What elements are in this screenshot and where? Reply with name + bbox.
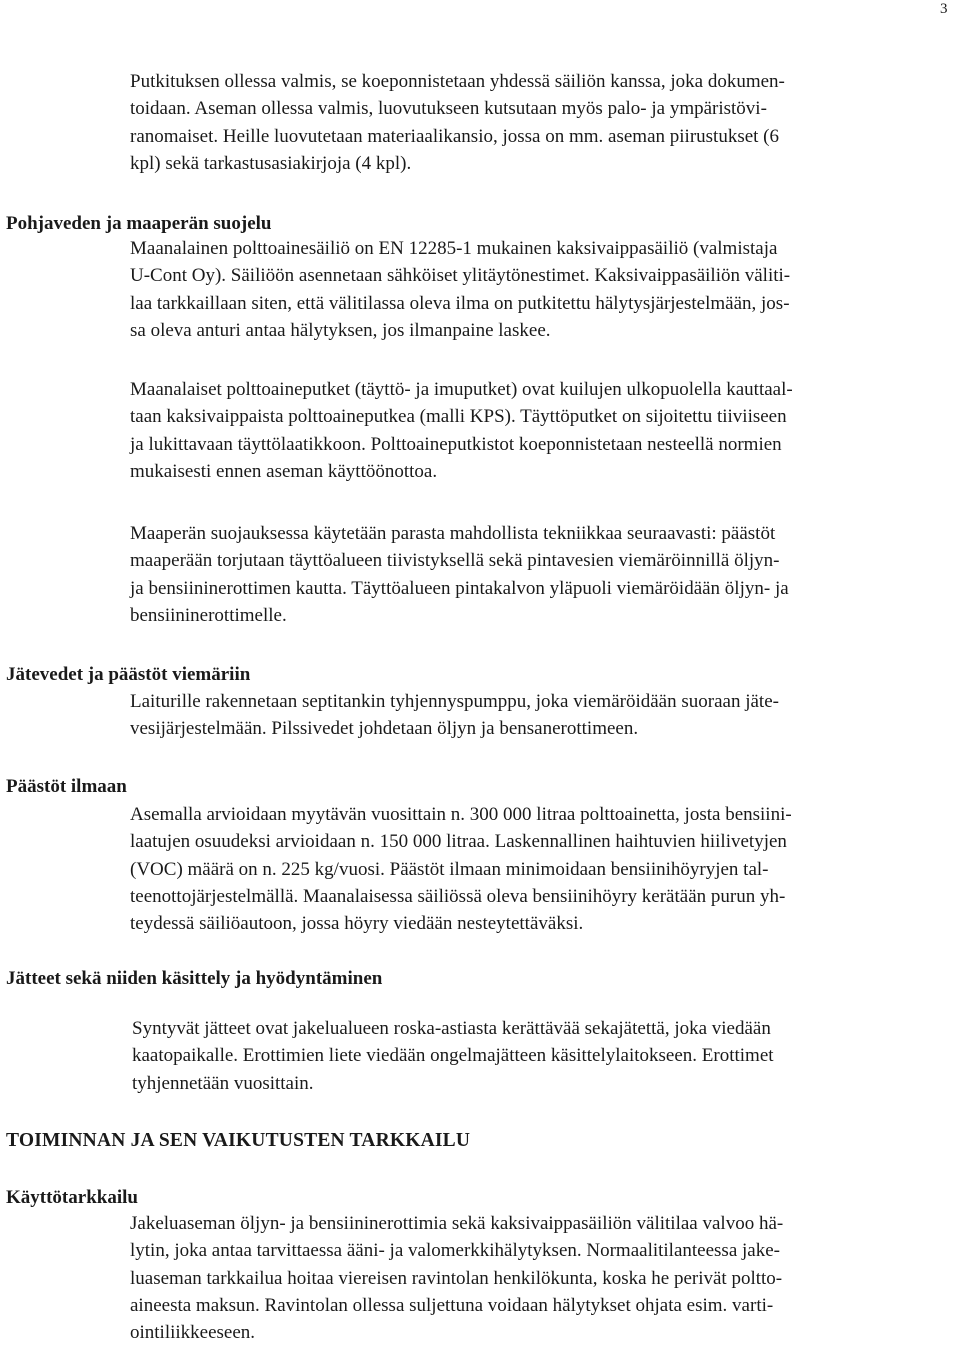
groundwater-paragraph-1 bbox=[130, 235, 790, 344]
text-line: teydessä säiliöautoon, jossa höyry viedään nesteytettäväksi. bbox=[130, 913, 584, 935]
text-line: kpl) sekä tarkastusasiakirjoja (4 kpl). bbox=[130, 152, 412, 174]
text-line: ja bensiininerottimen kautta. Täyttöalueen pintakalvon yläpuoli viemäröidään öljyn- ja bbox=[130, 577, 789, 599]
wastewater-heading: Jätevedet ja päästöt viemäriin bbox=[6, 664, 251, 685]
text-line: taan kaksivaippaista polttoaineputkea (malli KPS). Täyttöputket on sijoitettu tiiviiseen bbox=[130, 406, 787, 428]
text-line: laatujen osuudeksi arvioidaan n. 150 000 litraa. Laskennallinen haihtuvien hiilivetyjen bbox=[130, 831, 787, 853]
operation-heading: Käyttötarkkailu bbox=[6, 1187, 138, 1208]
text-line: Syntyvät jätteet ovat jakelualueen roska-astiasta kerättävää sekajätettä, joka viedään bbox=[132, 1018, 771, 1039]
text-line: toidaan. Aseman ollessa valmis, luovutukseen kutsutaan myös palo- ja ympäristövi- bbox=[130, 98, 767, 120]
text-line: Asemalla arvioidaan myytävän vuosittain n. 300 000 litraa polttoainetta, josta bensiini- bbox=[130, 804, 792, 825]
groundwater-paragraph-3 bbox=[130, 520, 789, 629]
text-line: tyhjennetään vuosittain. bbox=[132, 1072, 314, 1094]
operation-paragraph bbox=[130, 1210, 783, 1346]
text-line: sa oleva anturi antaa hälytyksen, jos ilmanpaine laskee. bbox=[130, 319, 551, 341]
text-line: luaseman tarkkailua hoitaa viereisen ravintolan henkilökunta, koska he perivät poltto- bbox=[130, 1267, 783, 1289]
text-line: Putkituksen ollessa valmis, se koeponnistetaan yhdessä säiliön kanssa, joka dokumen- bbox=[130, 71, 785, 92]
text-line: ranomaiset. Heille luovutetaan materiaalikansio, jossa on mm. aseman piirustukset (6 bbox=[130, 125, 779, 147]
monitoring-section-heading: TOIMINNAN JA SEN VAIKUTUSTEN TARKKAILU bbox=[6, 1130, 471, 1151]
text-line: teenottojärjestelmällä. Maanalaisessa säiliössä oleva bensiinihöyry kerätään purun yh- bbox=[130, 885, 786, 907]
text-line: Maanalaiset polttoaineputket (täyttö- ja imuputket) ovat kuilujen ulkopuolella kauttaal- bbox=[130, 379, 793, 400]
waste-paragraph bbox=[132, 1015, 774, 1097]
air-paragraph bbox=[130, 801, 792, 937]
text-line: Jakeluaseman öljyn- ja bensiininerottimia sekä kaksivaippasäiliön välitilaa valvoo hä- bbox=[130, 1213, 784, 1234]
text-line: U-Cont Oy). Säiliöön asennetaan sähköiset ylitäytönestimet. Kaksivaippasäiliön väliti- bbox=[130, 265, 791, 287]
groundwater-heading: Pohjaveden ja maaperän suojelu bbox=[6, 213, 272, 234]
text-line: kaatopaikalle. Erottimien liete viedään ongelmajätteen käsittelylaitokseen. Erottimet bbox=[132, 1045, 774, 1067]
text-line: aineesta maksun. Ravintolan ollessa suljettuna voidaan hälytykset ohjata esim. varti- bbox=[130, 1294, 774, 1316]
text-line: laa tarkkaillaan siten, että välitilassa oleva ilma on putkitettu hälytysjärjestelmään, jos- bbox=[130, 292, 790, 314]
groundwater-paragraph-2 bbox=[130, 376, 793, 485]
waste-heading: Jätteet sekä niiden käsittely ja hyödyntäminen bbox=[6, 968, 383, 989]
text-line: bensiininerottimelle. bbox=[130, 604, 287, 626]
text-line: mukaisesti ennen aseman käyttöönottoa. bbox=[130, 460, 438, 482]
air-heading: Päästöt ilmaan bbox=[6, 776, 127, 797]
wastewater-paragraph bbox=[130, 688, 779, 743]
text-line: ja lukittavaan täyttölaatikkoon. Polttoaineputkistot koeponnistetaan nesteellä normien bbox=[130, 433, 782, 455]
text-line: vesijärjestelmään. Pilssivedet johdetaan öljyn ja bensanerottimeen. bbox=[130, 718, 639, 740]
text-line: (VOC) määrä on n. 225 kg/vuosi. Päästöt ilmaan minimoidaan bensiinihöyryjen tal- bbox=[130, 858, 769, 880]
intro-paragraph bbox=[130, 68, 785, 177]
page-number: 3 bbox=[940, 1, 948, 17]
text-line: maaperään torjutaan täyttöalueen tiivistyksellä sekä pintavesien viemäröinnillä öljyn- bbox=[130, 550, 780, 572]
text-line: Maanalainen polttoainesäiliö on EN 12285-1 mukainen kaksivaippasäiliö (valmistaja bbox=[130, 238, 778, 259]
text-line: ointiliikkeeseen. bbox=[130, 1322, 256, 1344]
text-line: Laiturille rakennetaan septitankin tyhjennyspumppu, joka viemäröidään suoraan jäte- bbox=[130, 691, 779, 712]
text-line: lytin, joka antaa tarvittaessa ääni- ja valomerkkihälytyksen. Normaalitilanteessa jake- bbox=[130, 1240, 780, 1262]
text-line: Maaperän suojauksessa käytetään parasta mahdollista tekniikkaa seuraavasti: päästöt bbox=[130, 523, 776, 544]
